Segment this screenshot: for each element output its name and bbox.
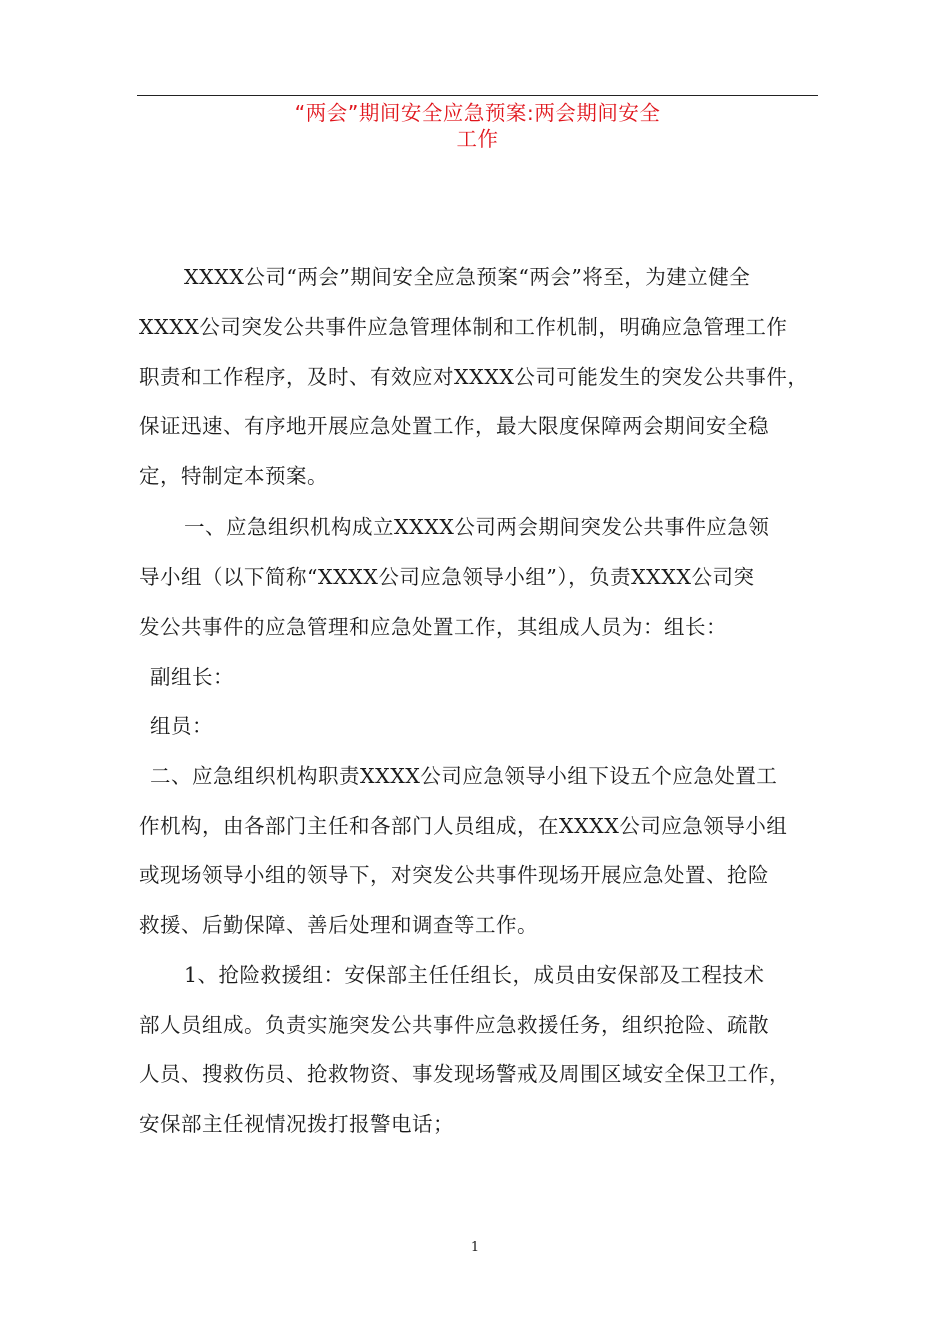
header-rule — [137, 95, 818, 96]
text-line: XXXX公司“两会”期间安全应急预案“两会”将至，为建立健全 — [184, 265, 751, 289]
text-line: 1、抢险救援组：安保部主任任组长，成员由安保部及工程技术 — [184, 963, 765, 987]
text-line: XXXX公司突发公共事件应急管理体制和工作机制，明确应急管理工作 — [139, 315, 788, 339]
text-line: 部人员组成。负责实施突发公共事件应急救援任务，组织抢险、疏散 — [139, 1013, 769, 1037]
text-line: 安保部主任视情况拨打报警电话； — [139, 1112, 454, 1136]
text-line: 职责和工作程序，及时、有效应对XXXX公司可能发生的突发公共事件， — [139, 365, 809, 389]
text-line: 保证迅速、有序地开展应急处置工作，最大限度保障两会期间安全稳 — [139, 414, 769, 438]
text-line: 组员： — [150, 714, 213, 738]
text-line: 或现场领导小组的领导下，对突发公共事件现场开展应急处置、抢险 — [139, 863, 769, 887]
text-line: 人员、搜救伤员、抢救物资、事发现场警戒及周围区域安全保卫工作， — [139, 1062, 790, 1086]
document-title — [137, 100, 818, 152]
text-line: 导小组（以下简称“XXXX公司应急领导小组”），负责XXXX公司突 — [139, 565, 755, 589]
text-line: 二、应急组织机构职责XXXX公司应急领导小组下设五个应急处置工 — [150, 764, 778, 788]
text-line: 作机构，由各部门主任和各部门人员组成，在XXXX公司应急领导小组 — [139, 814, 788, 838]
text-line: 一、应急组织机构成立XXXX公司两会期间突发公共事件应急领 — [184, 515, 770, 539]
title-line-1: “两会”期间安全应急预案:两会期间安全 — [294, 101, 661, 125]
text-line: 发公共事件的应急管理和应急处置工作，其组成人员为：组长： — [139, 615, 727, 639]
page-number: 1 — [470, 1240, 480, 1255]
title-line-2: 工作 — [456, 127, 499, 151]
text-line: 定，特制定本预案。 — [139, 464, 328, 488]
text-line: 救援、后勤保障、善后处理和调查等工作。 — [139, 913, 538, 937]
text-line: 副组长： — [150, 665, 234, 689]
